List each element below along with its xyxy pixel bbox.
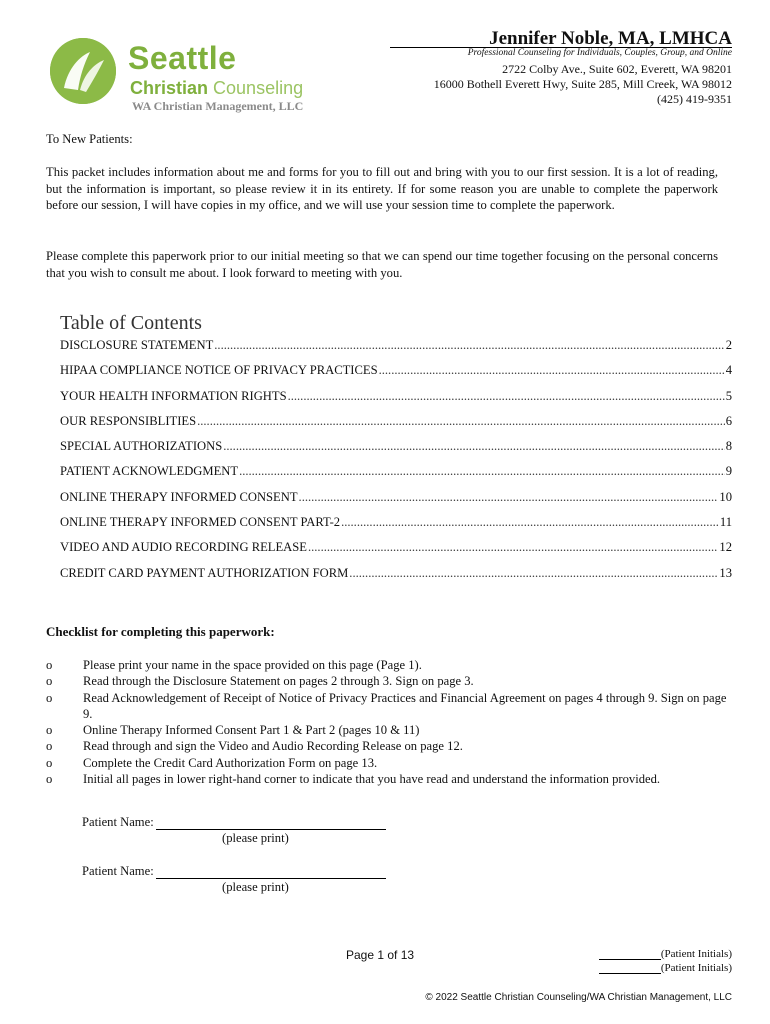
page-number: Page 1 of 13	[346, 948, 415, 962]
checklist-item-text: Initial all pages in lower right-hand corner to indicate that you have read and understand the information provided.	[83, 772, 661, 787]
initials-line[interactable]	[599, 949, 661, 960]
toc-entry[interactable]	[60, 439, 732, 464]
toc-entry-label: SPECIAL AUTHORIZATIONS	[60, 439, 223, 454]
phone: (425) 419-9351	[657, 92, 732, 106]
checklist-bullet: o	[46, 658, 53, 672]
toc-entry-page: 2	[725, 338, 732, 352]
toc-entry-label: OUR RESPONSIBLITIES	[60, 413, 197, 428]
checklist-item-text: Complete the Credit Card Authorization Form on page 13.	[83, 755, 378, 770]
toc-entry-label: DISCLOSURE STATEMENT	[60, 338, 214, 352]
toc-entry-label: VIDEO AND AUDIO RECORDING RELEASE	[60, 540, 307, 555]
checklist-bullet: o	[46, 772, 53, 787]
toc-entry-page: 10	[719, 489, 732, 504]
checklist-bullet: o	[46, 674, 53, 689]
toc-entry-label: YOUR HEALTH INFORMATION RIGHTS	[60, 388, 287, 403]
toc-entry-page: 11	[719, 515, 732, 530]
toc-entry[interactable]	[60, 566, 732, 591]
table-of-contents	[60, 338, 732, 591]
logo-subtitle: WA Christian Management, LLC	[132, 99, 304, 113]
checklist-item-text: Online Therapy Informed Consent Part 1 & Part 2 (pages 10 & 11)	[83, 723, 420, 738]
toc-leader-dots	[379, 363, 725, 378]
logo-word-counseling: Counseling	[213, 78, 304, 98]
leaf-logo-icon	[50, 38, 116, 104]
checklist-item-text: Read through the Disclosure Statement on pages 2 through 3. Sign on page 3.	[83, 674, 474, 689]
checklist-item-text: Please print your name in the space provided on this page (Page 1).	[83, 658, 422, 672]
address-block	[434, 62, 732, 107]
checklist-title: Checklist for completing this paperwork:	[46, 624, 275, 639]
checklist-item-text: Read Acknowledgement of Receipt of Notice of Privacy Practices and Financial Agreement on pages 4 through 9. Sign on page 9.	[83, 690, 727, 721]
checklist-bullet: o	[46, 723, 53, 738]
toc-leader-dots	[197, 414, 725, 429]
patient-initials-field[interactable]	[599, 948, 732, 960]
toc-leader-dots	[223, 439, 724, 454]
patient-name-field-2[interactable]	[82, 864, 386, 879]
toc-entry-page: 9	[725, 464, 732, 479]
toc-entry[interactable]	[60, 490, 732, 515]
patient-name-label: Patient Name:	[82, 864, 154, 878]
toc-entry-label: ONLINE THERAPY INFORMED CONSENT	[60, 489, 298, 504]
initials-label: (Patient Initials)	[660, 962, 732, 974]
toc-entry-page: 12	[719, 540, 732, 555]
checklist-bullet: o	[46, 690, 53, 705]
address-line-1: 2722 Colby Ave., Suite 602, Everett, WA 98201	[502, 62, 732, 76]
checklist	[46, 657, 736, 787]
counselor-name: Jennifer Noble, MA, LMHCA	[489, 28, 732, 49]
checklist-item	[46, 771, 736, 787]
patient-name-label: Patient Name:	[82, 815, 154, 829]
toc-leader-dots	[288, 389, 725, 404]
toc-entry[interactable]	[60, 389, 732, 414]
logo-word-seattle: Seattle	[128, 40, 237, 76]
checklist-bullet: o	[46, 739, 53, 754]
checklist-item	[46, 755, 736, 771]
copyright: © 2022 Seattle Christian Counseling/WA Christian Management, LLC	[425, 992, 732, 1003]
toc-entry[interactable]	[60, 515, 732, 540]
toc-entry-page: 8	[725, 439, 732, 454]
toc-entry-label: HIPAA COMPLIANCE NOTICE OF PRIVACY PRACTICES	[60, 363, 378, 378]
patient-name-line[interactable]	[156, 866, 386, 879]
toc-entry-label: PATIENT ACKNOWLEDGMENT	[60, 464, 239, 479]
checklist-item-text: Read through and sign the Video and Audio Recording Release on page 12.	[83, 739, 463, 754]
toc-entry[interactable]	[60, 540, 732, 565]
toc-entry-page: 4	[725, 363, 732, 378]
toc-entry[interactable]	[60, 363, 732, 388]
patient-name-line[interactable]	[156, 817, 386, 830]
toc-entry-page: 5	[725, 388, 732, 403]
toc-entry[interactable]	[60, 414, 732, 439]
toc-leader-dots	[214, 338, 724, 353]
please-print-hint: (please print)	[222, 831, 289, 845]
toc-entry-label: CREDIT CARD PAYMENT AUTHORIZATION FORM	[60, 565, 349, 580]
patient-initials-field[interactable]	[599, 962, 732, 974]
checklist-item	[46, 738, 736, 754]
initials-label: (Patient Initials)	[660, 948, 732, 960]
checklist-bullet: o	[46, 755, 53, 770]
toc-entry[interactable]	[60, 464, 732, 489]
intro-paragraph-2: Please complete this paperwork prior to our initial meeting so that we can spend our time together focusing on the personal concerns that you wish to consult me about. I look forward to meeting with you.	[46, 249, 718, 280]
toc-leader-dots	[341, 515, 719, 530]
toc-entry-page: 6	[725, 413, 732, 428]
toc-entry-page: 13	[719, 565, 732, 580]
toc-leader-dots	[239, 464, 725, 479]
checklist-item	[46, 673, 736, 689]
logo-word-christian: Christian	[130, 78, 209, 98]
tagline: Professional Counseling for Individuals, Couples, Group, and Online	[467, 48, 732, 58]
please-print-hint: (please print)	[222, 880, 289, 894]
toc-entry[interactable]	[60, 338, 732, 363]
checklist-item	[46, 690, 736, 723]
patient-name-field-1[interactable]	[82, 815, 386, 830]
logo	[50, 36, 330, 116]
toc-leader-dots	[308, 540, 718, 555]
toc-entry-label: ONLINE THERAPY INFORMED CONSENT PART-2	[60, 515, 341, 530]
toc-leader-dots	[299, 490, 719, 505]
logo-word-christian-counseling	[130, 78, 303, 99]
checklist-item	[46, 657, 736, 673]
greeting: To New Patients:	[46, 132, 133, 146]
intro-paragraph-1: This packet includes information about me and forms for you to fill out and bring with you to our first session. It is a lot of reading, but the information is important, so please review it in its entirety. If for some reason you are unable to complete the paperwork before our session, I will have copies in my office, and we will use your session time to complete the paperwork.	[46, 165, 718, 212]
address-line-2: 16000 Bothell Everett Hwy, Suite 285, Mill Creek, WA 98012	[433, 77, 732, 91]
toc-leader-dots	[349, 566, 718, 581]
initials-line[interactable]	[599, 963, 661, 974]
checklist-item	[46, 722, 736, 738]
toc-title: Table of Contents	[60, 312, 202, 334]
